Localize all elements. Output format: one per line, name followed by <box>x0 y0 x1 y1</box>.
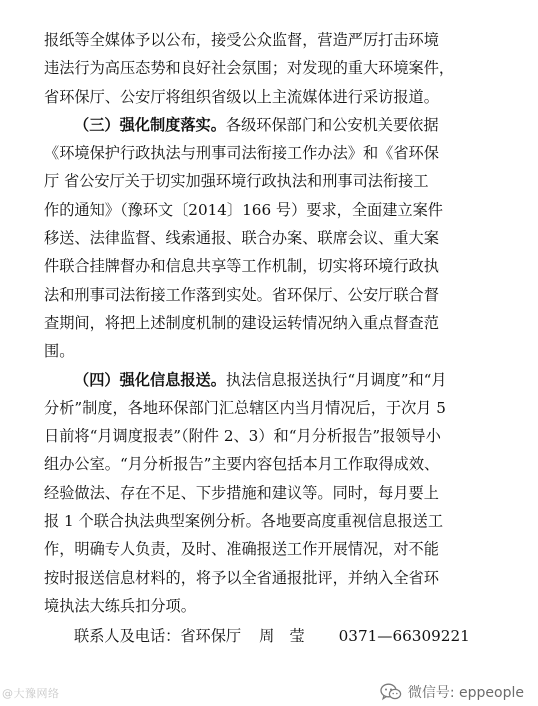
wechat-icon <box>380 683 402 701</box>
wechat-watermark <box>380 682 524 702</box>
text-line: 法和刑事司法衔接工作落到实处。省环保厅、公安厅联合督 <box>44 285 439 304</box>
section-4-first-line-text: 执法信息报送执行“月调度”和“月 <box>225 370 447 389</box>
contact-phone: 0371—66309221 <box>338 627 470 646</box>
text-line: 分析”制度，各地环保部门汇总辖区内当月情况后，于次月 5 <box>44 398 446 417</box>
footer-watermarks <box>0 682 538 706</box>
section-4-first-line <box>44 366 512 394</box>
text-line: 作的通知》（豫环文〔2014〕166 号）要求，全面建立案件 <box>44 200 443 219</box>
text-line: 厅 省公安厅关于切实加强环境行政执法和刑事司法衔接工 <box>44 172 429 191</box>
text-line: 报 1 个联合执法典型案例分析。各地要高度重视信息报送工 <box>44 512 444 531</box>
text-line: 经验做法、存在不足、下步措施和建议等。同时，每月要上 <box>44 483 439 502</box>
text-line: 件联合挂牌督办和信息共享等工作机制，切实将环境行政执 <box>44 257 439 276</box>
watermark-left: @大豫网络 <box>2 687 60 700</box>
text-line: 违法行为高压态势和良好社会氛围；对发现的重大环境案件， <box>44 59 455 78</box>
contact-label: 联系人及电话：省环保厅 <box>74 627 242 646</box>
wechat-id-label: 微信号: eppeople <box>407 685 524 701</box>
section-3-heading: （三）强化制度落实。 <box>74 115 226 134</box>
text-line: 报纸等全媒体予以公布，接受公众监督，营造严厉打击环境 <box>44 31 439 49</box>
text-line: 省环保厅、公安厅将组织省级以上主流媒体进行采访报道。 <box>44 87 439 106</box>
text-line: 日前将“月调度报表”（附件 2、3）和“月分析报告”报领导小 <box>44 427 441 446</box>
text-line: 查期间，将把上述制度机制的建设运转情况纳入重点督查范 <box>44 313 439 332</box>
text-line: 作，明确专人负责，及时、准确报送工作开展情况，对不能 <box>44 540 439 559</box>
text-line: 移送、法律监督、线索通报、联合办案、联席会议、重大案 <box>44 229 439 248</box>
section-4-heading: （四）强化信息报送。 <box>74 370 226 389</box>
text-line: 按时报送信息材料的，将予以全省通报批评，并纳入全省环 <box>44 568 439 587</box>
text-line: 《环境保护行政执法与刑事司法衔接工作办法》和《省环保 <box>44 144 439 163</box>
document-body <box>44 26 512 651</box>
section-3-first-line-text: 各级环保部门和公安机关要依据 <box>225 115 439 134</box>
text-line: 境执法大练兵扣分项。 <box>44 596 196 615</box>
text-line: 围。 <box>44 342 75 361</box>
contact-name: 周 莹 <box>259 627 305 646</box>
contact-line <box>44 622 512 650</box>
text-line: 组办公室。“月分析报告”主要内容包括本月工作取得成效、 <box>44 455 440 474</box>
section-3-first-line <box>44 111 512 139</box>
